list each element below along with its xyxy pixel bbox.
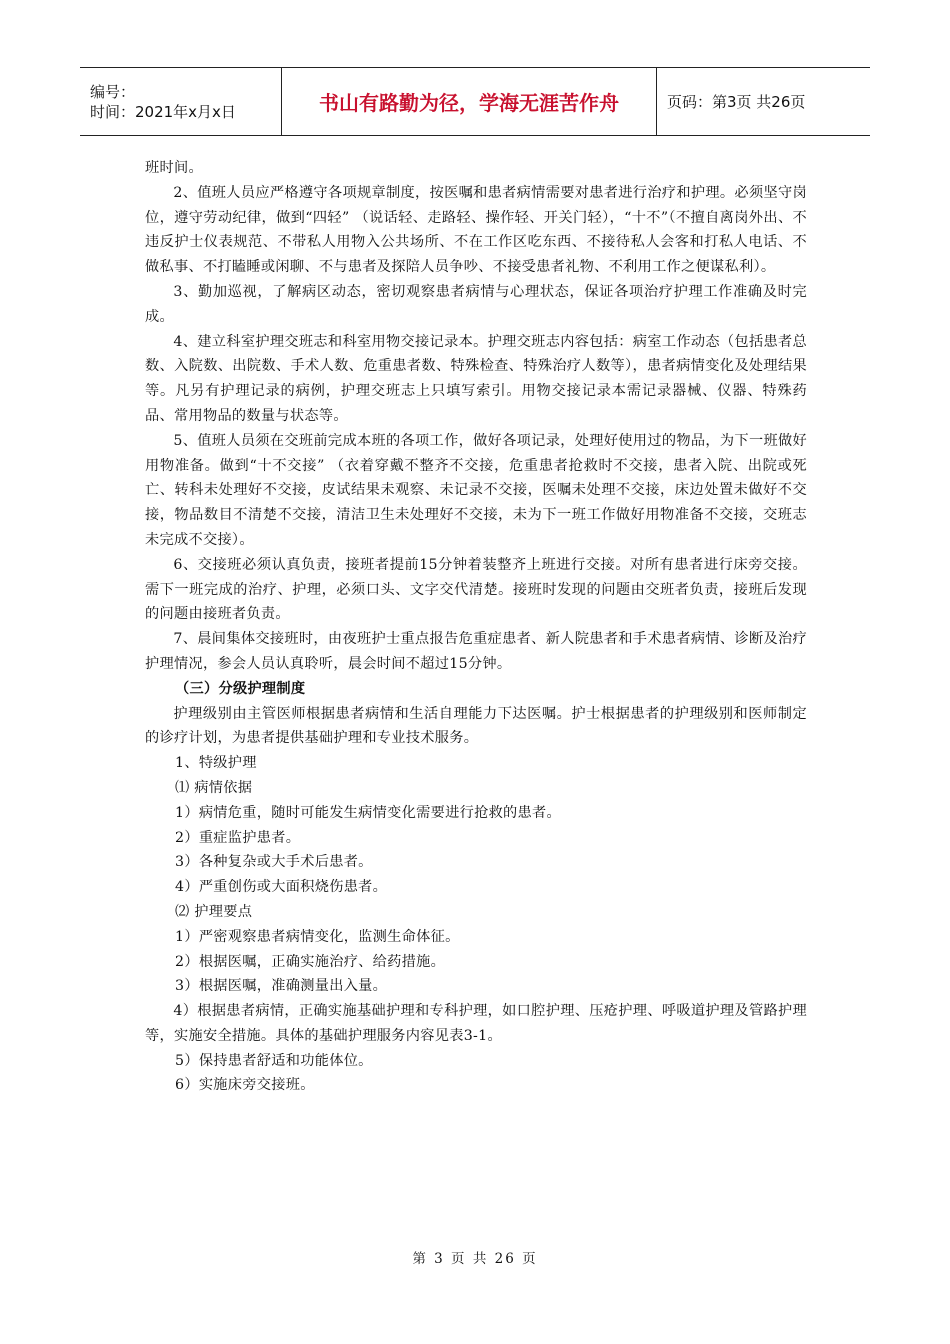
list-item: 4）严重创伤或大面积烧伤患者。 — [175, 879, 388, 896]
subsection-heading: 1、特级护理 — [175, 755, 257, 772]
page-number-label: 页码：第3页 共26页 — [667, 93, 806, 111]
header-meta — [80, 68, 282, 135]
list-item: 1）病情危重，随时可能发生病情变化需要进行抢救的患者。 — [175, 804, 562, 821]
header-page-info — [657, 68, 870, 135]
motto-text: 书山有路勤为径，学海无涯苦作舟 — [319, 91, 619, 115]
document-body — [145, 156, 807, 1098]
paragraph-item-2: 2、值班人员应严格遵守各项规章制度，按医嘱和患者病情需要对患者进行治疗和护理。必须坚守岗位，遵守劳动纪律，做到“四轻” （说话轻、走路轻、操作轻、开关门轻），“十不”（不擅自离岗外出、不违反护士仪表规范、不带私人用物入公共场所、不在工作区吃东西、不接待私人会客和打私人电话、不做私事、不打瞌睡或闲聊、不与患者及探陪人员争吵、不接受患者礼物、不利用工作之便谋私利）。 — [145, 184, 807, 276]
paragraph-intro: 护理级别由主管医师根据患者病情和生活自理能力下达医嘱。护士根据患者的护理级别和医师制定的诊疗计划，为患者提供基础护理和专业技术服务。 — [145, 705, 807, 747]
list-heading: ⑴ 病情依据 — [175, 779, 253, 796]
document-date-label: 时间：2021年x月x日 — [90, 102, 236, 121]
document-number-label: 编号： — [90, 82, 136, 101]
header-motto — [282, 68, 657, 135]
paragraph-item-7: 7、晨间集体交接班时，由夜班护士重点报告危重症患者、新人院患者和手术患者病情、诊断及治疗护理情况，参会人员认真聆听，晨会时间不超过15分钟。 — [145, 631, 807, 672]
paragraph-item-6: 6、交接班必须认真负责，接班者提前15分钟着装整齐上班进行交接。对所有患者进行床旁交接。需下一班完成的治疗、护理，必须口头、文字交代清楚。接班时发现的问题由交班者负责，接班后发现的问题由接班者负责。 — [145, 556, 807, 623]
list-item: 2）根据医嘱，正确实施治疗、给药措施。 — [175, 953, 446, 970]
section-heading: （三）分级护理制度 — [175, 680, 306, 697]
list-heading: ⑵ 护理要点 — [175, 903, 253, 920]
list-item: 5）保持患者舒适和功能体位。 — [175, 1052, 373, 1069]
list-item: 6）实施床旁交接班。 — [175, 1077, 315, 1094]
list-item: 3）根据医嘱，准确测量出入量。 — [175, 978, 388, 995]
list-item: 4）根据患者病情，正确实施基础护理和专科护理，如口腔护理、压疮护理、呼吸道护理及管路护理等，实施安全措施。具体的基础护理服务内容见表3-1。 — [145, 1003, 807, 1044]
list-item: 2）重症监护患者。 — [175, 829, 301, 846]
list-item: 3）各种复杂或大手术后患者。 — [175, 854, 373, 871]
paragraph-continuation: 班时间。 — [145, 160, 203, 176]
paragraph-item-5: 5、值班人员须在交班前完成本班的各项工作，做好各项记录，处理好使用过的物品，为下一班做好用物准备。做到“十不交接” （衣着穿戴不整齐不交接，危重患者抢救时不交接，患者入院、出院或死亡、转科未处理好不交接，皮试结果未观察、未记录不交接，医嘱未处理不交接，床边处置未做好不交接，物品数目不清楚不交接，清洁卫生未处理好不交接，未为下一班工作做好用物准备不交接，交班志未完成不交接）。 — [145, 432, 807, 548]
paragraph-item-4: 4、建立科室护理交班志和科室用物交接记录本。护理交班志内容包括：病室工作动态（包括患者总数、入院数、出院数、手术人数、危重患者数、特殊检查、特殊治疗人数等），患者病情变化及处理结果等。凡另有护理记录的病例，护理交班志上只填写索引。用物交接记录本需记录器械、仪器、特殊药品、常用物品的数量与状态等。 — [145, 333, 807, 424]
paragraph-item-3: 3、勤加巡视，了解病区动态，密切观察患者病情与心理状态，保证各项治疗护理工作准确及时完成。 — [145, 283, 807, 325]
page-header — [80, 67, 870, 136]
page-footer: 第 3 页 共 26 页 — [412, 1251, 538, 1267]
list-item: 1）严密观察患者病情变化，监测生命体征。 — [175, 928, 460, 945]
